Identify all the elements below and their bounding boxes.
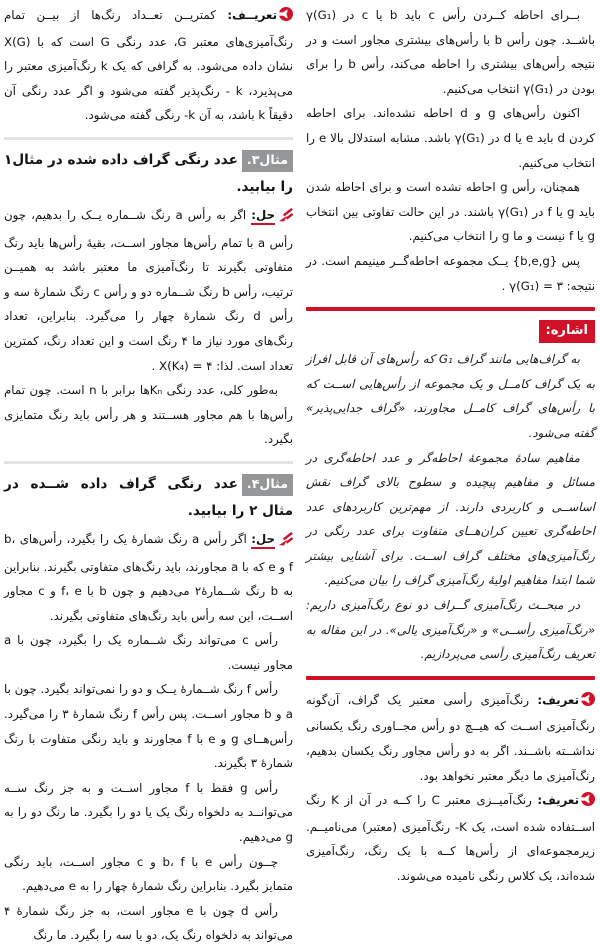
definition-bullet-icon (581, 790, 595, 815)
red-divider-bottom (306, 676, 595, 680)
example4-badge: مثال۴. (242, 474, 293, 496)
paragraph-cover-g: همچنان، رأس g احاطه نشده است و برای احاطه شدن باید g یا f در γ(G₁) باشند. در این حالت تفاوتی بین انتخاب g یا f نیست و ما g را انتخاب می‌کنیم. (306, 180, 595, 244)
solution-text: اگر رأس a رنگ شمارهٔ یک را بگیرد، رأس‌های b، f و e که با a مجاورند، باید رنگ‌های متفاوتی بگیرند. بنابراین به b رنگ شــمارهٔ۲ می‌دهیم و چون b با f، e و c مجاور اســت، این سه رأس باید رنگ‌های متفاوتی بگیرند. (4, 531, 294, 623)
note-badge: اشاره: (539, 320, 595, 343)
paragraph-vertex-f: رأس f رنگ شــمارهٔ یــک و دو را نمی‌تواند بگیرد. چون با a و b مجاور اســت. پس رأس f رنگ شمارهٔ ۳ را می‌گیرد. رأس‌هــای g و e با f مجاورند و باید رنگی متفاوت با رنگ شمارهٔ ۳ بگیرند. (4, 682, 294, 771)
definition-k-coloring (306, 788, 595, 888)
definition-bullet-icon (581, 690, 595, 715)
column-right (306, 3, 595, 889)
gray-divider-example3 (4, 137, 293, 140)
paragraph-cover-c: بــرای احاطه کــردن رأس c باید b یا c در γ(G₁) باشــد. چون رأس b با رأس‌های بیشتری مجاور است و در نتیجه رأس‌های بیشتری را احاطه می‌کند، رأس b را برای بودن در γ(G₁) انتخاب می‌کنیم. (306, 8, 595, 96)
definition-text: رنگ‌آمیزی رأسی معتبر یک گراف، آن‌گونه رنگ‌آمیزی اســت که هیــچ دو رأس مجــاوری رنگ یکسانی نداشــته باشــند. اگر به دو رأس مجاور رنگ یکسان بدهیم، رنگ‌آمیزی ما دیگر معتبر نخواهد بود. (306, 692, 595, 783)
column-left (4, 3, 293, 948)
definition-label: تعریف: (537, 793, 579, 808)
note-badge-row (306, 319, 595, 343)
example3-badge: مثال۳. (242, 150, 293, 172)
definition-text: کمتریــن تعــداد رنگ‌ها از بیــن تمام رنگ‌آمیزی‌های معتبر G، عدد رنگی G است که با X(G) نشان داده می‌شود. به گرافی که یک k رنگ‌آمیزی معتبر را می‌پذیرد، k - رنگ‌پذیر گفته می‌شود و اگر عدد رنگی آن دقیقاً k باشد، به آن k- رنگی گفته می‌شود. (4, 8, 293, 123)
paragraph-vertex-c: رأس c می‌تواند رنگ شــماره یک را بگیرد، چون با a مجاور نیست. (4, 633, 293, 672)
paragraph-vertex-d: رأس d چون با e مجاور است، به جز رنگ شمارهٔ ۴ می‌تواند به دلخواه رنگ یک، دو یا سه را بگیرد. ما رنگ (4, 903, 293, 943)
example4-title: عدد رنگی گراف داده شــده در مثال ۲ را بیابید. (4, 475, 293, 519)
solution-label: حل: (251, 208, 275, 225)
example4-heading (4, 471, 293, 525)
definition-bullet-icon (279, 5, 293, 30)
definition-text: رنگ‌آمیــزی معتبر C را کــه در آن از K رنگ اســتفاده شده است، یک K- رنگ‌آمیزی (معتبر) می‌نامیــم. زیرمجموعه‌ای از رأس‌ها کــه با یک رنگ، رنگ‌آمیزی شده‌اند، یک کلاس رنگی نامیده می‌شوند. (306, 793, 595, 883)
note-paragraph-coloring-types: در مبحــث رنگ‌آمیزی گــراف دو نوع رنگ‌آمیزی داریم: «رنگ‌آمیزی رأســی» و «رنگ‌آمیزی یالی». در این مقاله به تعریف رنگ‌آمیزی رأسی می‌پردازیم. (306, 598, 595, 662)
definition-label: تعریــف: (227, 8, 278, 22)
solution-arrow-icon (278, 530, 293, 555)
note-paragraph-applications: مفاهیم سادهٔ مجموعهٔ احاطه‌گر و عدد احاطه‌گری در مسائل و مفاهیم پیچیده و سطوح بالای گراف نقش اساســی و کاربردی دارند. از مهم‌ترین کاربردهای عدد احاطه‌گری تعیین کران‌هــای متفاوت برای عدد رنگی در رنگ‌آمیزی‌های مختلف گراف اســت. برای آشنایی بیشتر شما ابتدا مفاهیم اولیهٔ رنگ‌آمیزی گراف را بیان می‌کنیم. (306, 450, 595, 588)
gray-divider-example4 (4, 461, 293, 464)
paragraph-vertex-e: چــون رأس e با b، f و c مجاور اســت، باید رنگی متمایز بگیرد. بنابراین رنگ شمارهٔ چهار را به e می‌دهیم. (4, 854, 293, 894)
paragraph-cover-gd: اکنون رأس‌های g و d احاطه نشده‌اند. برای احاطه کردن d باید e یا d در γ(G₁) باشد. مشابه استدلال بالا e را انتخاب می‌کنیم. (306, 106, 595, 170)
note-body (306, 347, 595, 667)
solution-label: حل: (251, 532, 275, 549)
solution-text: اگر به رأس a رنگ شــماره یــک را بدهیم، چون رأس a با تمام رأس‌ها مجاور اســت، بقیهٔ رأس‌ها باید رنگ متفاوتی بگیرند تا رنگ‌آمیزی ما معتبر باشد به همیــن ترتیب، رأس b رنگ شــماره دو و رأس c رنگ شمارهٔ سه و رأس d رنگ شمارهٔ چهار را می‌گیرد. بنابراین، تعداد رنگ‌های مورد نیاز ما ۴ رنگ است و این تعداد رنگ، کمترین تعداد است. لذا: X(K₄) = ۴ . (4, 207, 294, 373)
definition-vertex-coloring (306, 688, 595, 788)
paragraph-vertex-g: رأس g فقط با f مجاور اســت و به جز رنگ ســه می‌توانــد به دلخواه رنگ یک یا دو را بگیرد. ما رنگ دو را به g می‌دهیم. (4, 780, 293, 845)
note-paragraph-separable-graph: به گراف‌هایی مانند گراف G₁ که رأس‌های آن قابل افراز به یک گراف کامــل و یک مجموعه از رأس‌هایی اســت که با رأس‌های گراف کامــل مجاورند، «گراف جدایی‌پذیر» گفته می‌شود. (306, 352, 595, 440)
red-divider-top (306, 307, 595, 311)
definition-chromatic-number (4, 3, 293, 128)
paragraph-domination-result: پس {b,e,g} یــک مجموعه احاطه‌گــر مینیمم است. در نتیجه: γ(G₁) = ۳ . (306, 253, 595, 293)
example3-solution (4, 203, 293, 378)
solution-arrow-icon (278, 206, 293, 231)
definition-label: تعریف: (537, 692, 579, 707)
example4-solution (4, 527, 293, 628)
example3-heading (4, 147, 293, 201)
paragraph-kn-general: به‌طور کلی، عدد رنگی Kₙها برابر با n است. چون تمام رأس‌ها با هم مجاور هســتند و هر رأس باید رنگ متمایزی بگیرد. (4, 383, 293, 447)
example3-title: عدد رنگی گراف داده شده در مثال۱ را بیابید. (4, 151, 293, 195)
